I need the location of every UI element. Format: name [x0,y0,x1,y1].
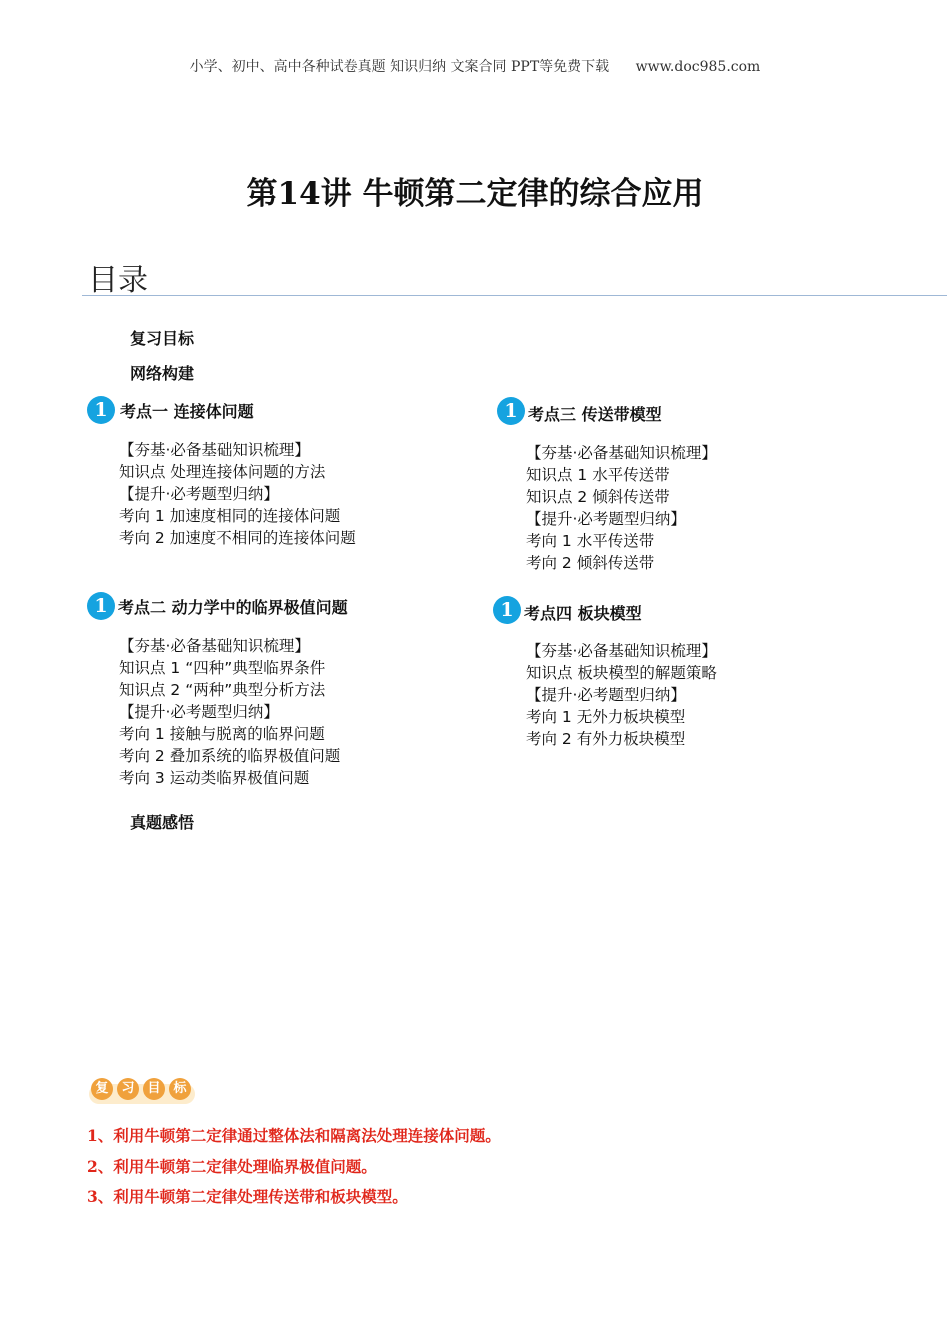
section-header[interactable] [497,397,827,425]
toc-item-real-exam[interactable]: 真题感悟 [130,813,195,832]
number-one-icon: 1 [493,596,521,624]
toc-item[interactable]: 【提升·必考题型归纳】 [526,686,686,704]
goal-item-3: 3、利用牛顿第二定律处理传送带和板块模型。 [87,1187,408,1206]
header-text: 小学、初中、高中各种试卷真题 知识归纳 文案合同 PPT等免费下载 [189,59,610,75]
toc-item[interactable]: 知识点 1 水平传送带 [526,466,670,484]
badge-char: 习 [117,1078,139,1100]
badge-char: 复 [91,1078,113,1100]
toc-item[interactable]: 知识点 1 “四种”典型临界条件 [119,659,326,677]
toc-item[interactable]: 考向 3 运动类临界极值问题 [119,769,310,787]
section-title: 考点四 板块模型 [524,604,642,623]
toc-item[interactable]: 知识点 板块模型的解题策略 [526,664,717,682]
toc-item[interactable]: 考向 2 倾斜传送带 [526,554,655,572]
goal-item-1: 1、利用牛顿第二定律通过整体法和隔离法处理连接体问题。 [87,1126,501,1145]
toc-item[interactable]: 【提升·必考题型归纳】 [119,485,279,503]
number-one-icon: 1 [87,592,115,620]
section-title: 考点二 动力学中的临界极值问题 [118,598,348,617]
toc-item[interactable]: 知识点 2 “两种”典型分析方法 [119,681,326,699]
section-header[interactable] [493,596,823,624]
toc-item[interactable]: 考向 1 无外力板块模型 [526,708,686,726]
toc-divider [82,295,947,296]
toc-section-1 [87,396,417,549]
toc-section-3 [497,397,827,574]
toc-item[interactable]: 【夯基·必备基础知识梳理】 [119,637,310,655]
toc-item[interactable]: 【夯基·必备基础知识梳理】 [119,441,310,459]
toc-item[interactable]: 【提升·必考题型归纳】 [119,703,279,721]
section-items [119,635,417,789]
toc-item[interactable]: 考向 1 加速度相同的连接体问题 [119,507,341,525]
toc-item[interactable]: 【夯基·必备基础知识梳理】 [526,444,717,462]
toc-item[interactable]: 知识点 处理连接体问题的方法 [119,463,326,481]
page-header [0,56,950,76]
toc-heading: 目录 [88,263,148,298]
toc-item-review-goal[interactable]: 复习目标 [130,329,195,348]
toc-item[interactable]: 【夯基·必备基础知识梳理】 [526,642,717,660]
toc-item[interactable]: 考向 2 叠加系统的临界极值问题 [119,747,341,765]
section-title: 考点一 连接体问题 [120,402,254,421]
badge-char: 目 [143,1078,165,1100]
review-goal-badge [89,1076,195,1106]
toc-section-2 [87,592,417,789]
goal-item-2: 2、利用牛顿第二定律处理临界极值问题。 [87,1157,377,1176]
section-items [526,442,827,574]
toc-item[interactable]: 【提升·必考题型归纳】 [526,510,686,528]
section-header[interactable] [87,592,417,620]
toc-section-4 [493,596,823,750]
number-one-icon: 1 [497,397,525,425]
toc-item[interactable]: 考向 2 加速度不相同的连接体问题 [119,529,356,547]
number-one-icon: 1 [87,396,115,424]
section-items [526,640,823,750]
toc-item[interactable]: 考向 2 有外力板块模型 [526,730,686,748]
page-title: 第14讲 牛顿第二定律的综合应用 [246,176,704,212]
toc-item[interactable]: 考向 1 水平传送带 [526,532,655,550]
header-url[interactable]: www.doc985.com [635,59,761,75]
toc-item-network[interactable]: 网络构建 [130,364,195,383]
section-items [119,439,417,549]
toc-item[interactable]: 知识点 2 倾斜传送带 [526,488,670,506]
toc-item[interactable]: 考向 1 接触与脱离的临界问题 [119,725,325,743]
badge-char: 标 [169,1078,191,1100]
section-header[interactable] [87,396,417,424]
section-title: 考点三 传送带模型 [528,405,662,424]
